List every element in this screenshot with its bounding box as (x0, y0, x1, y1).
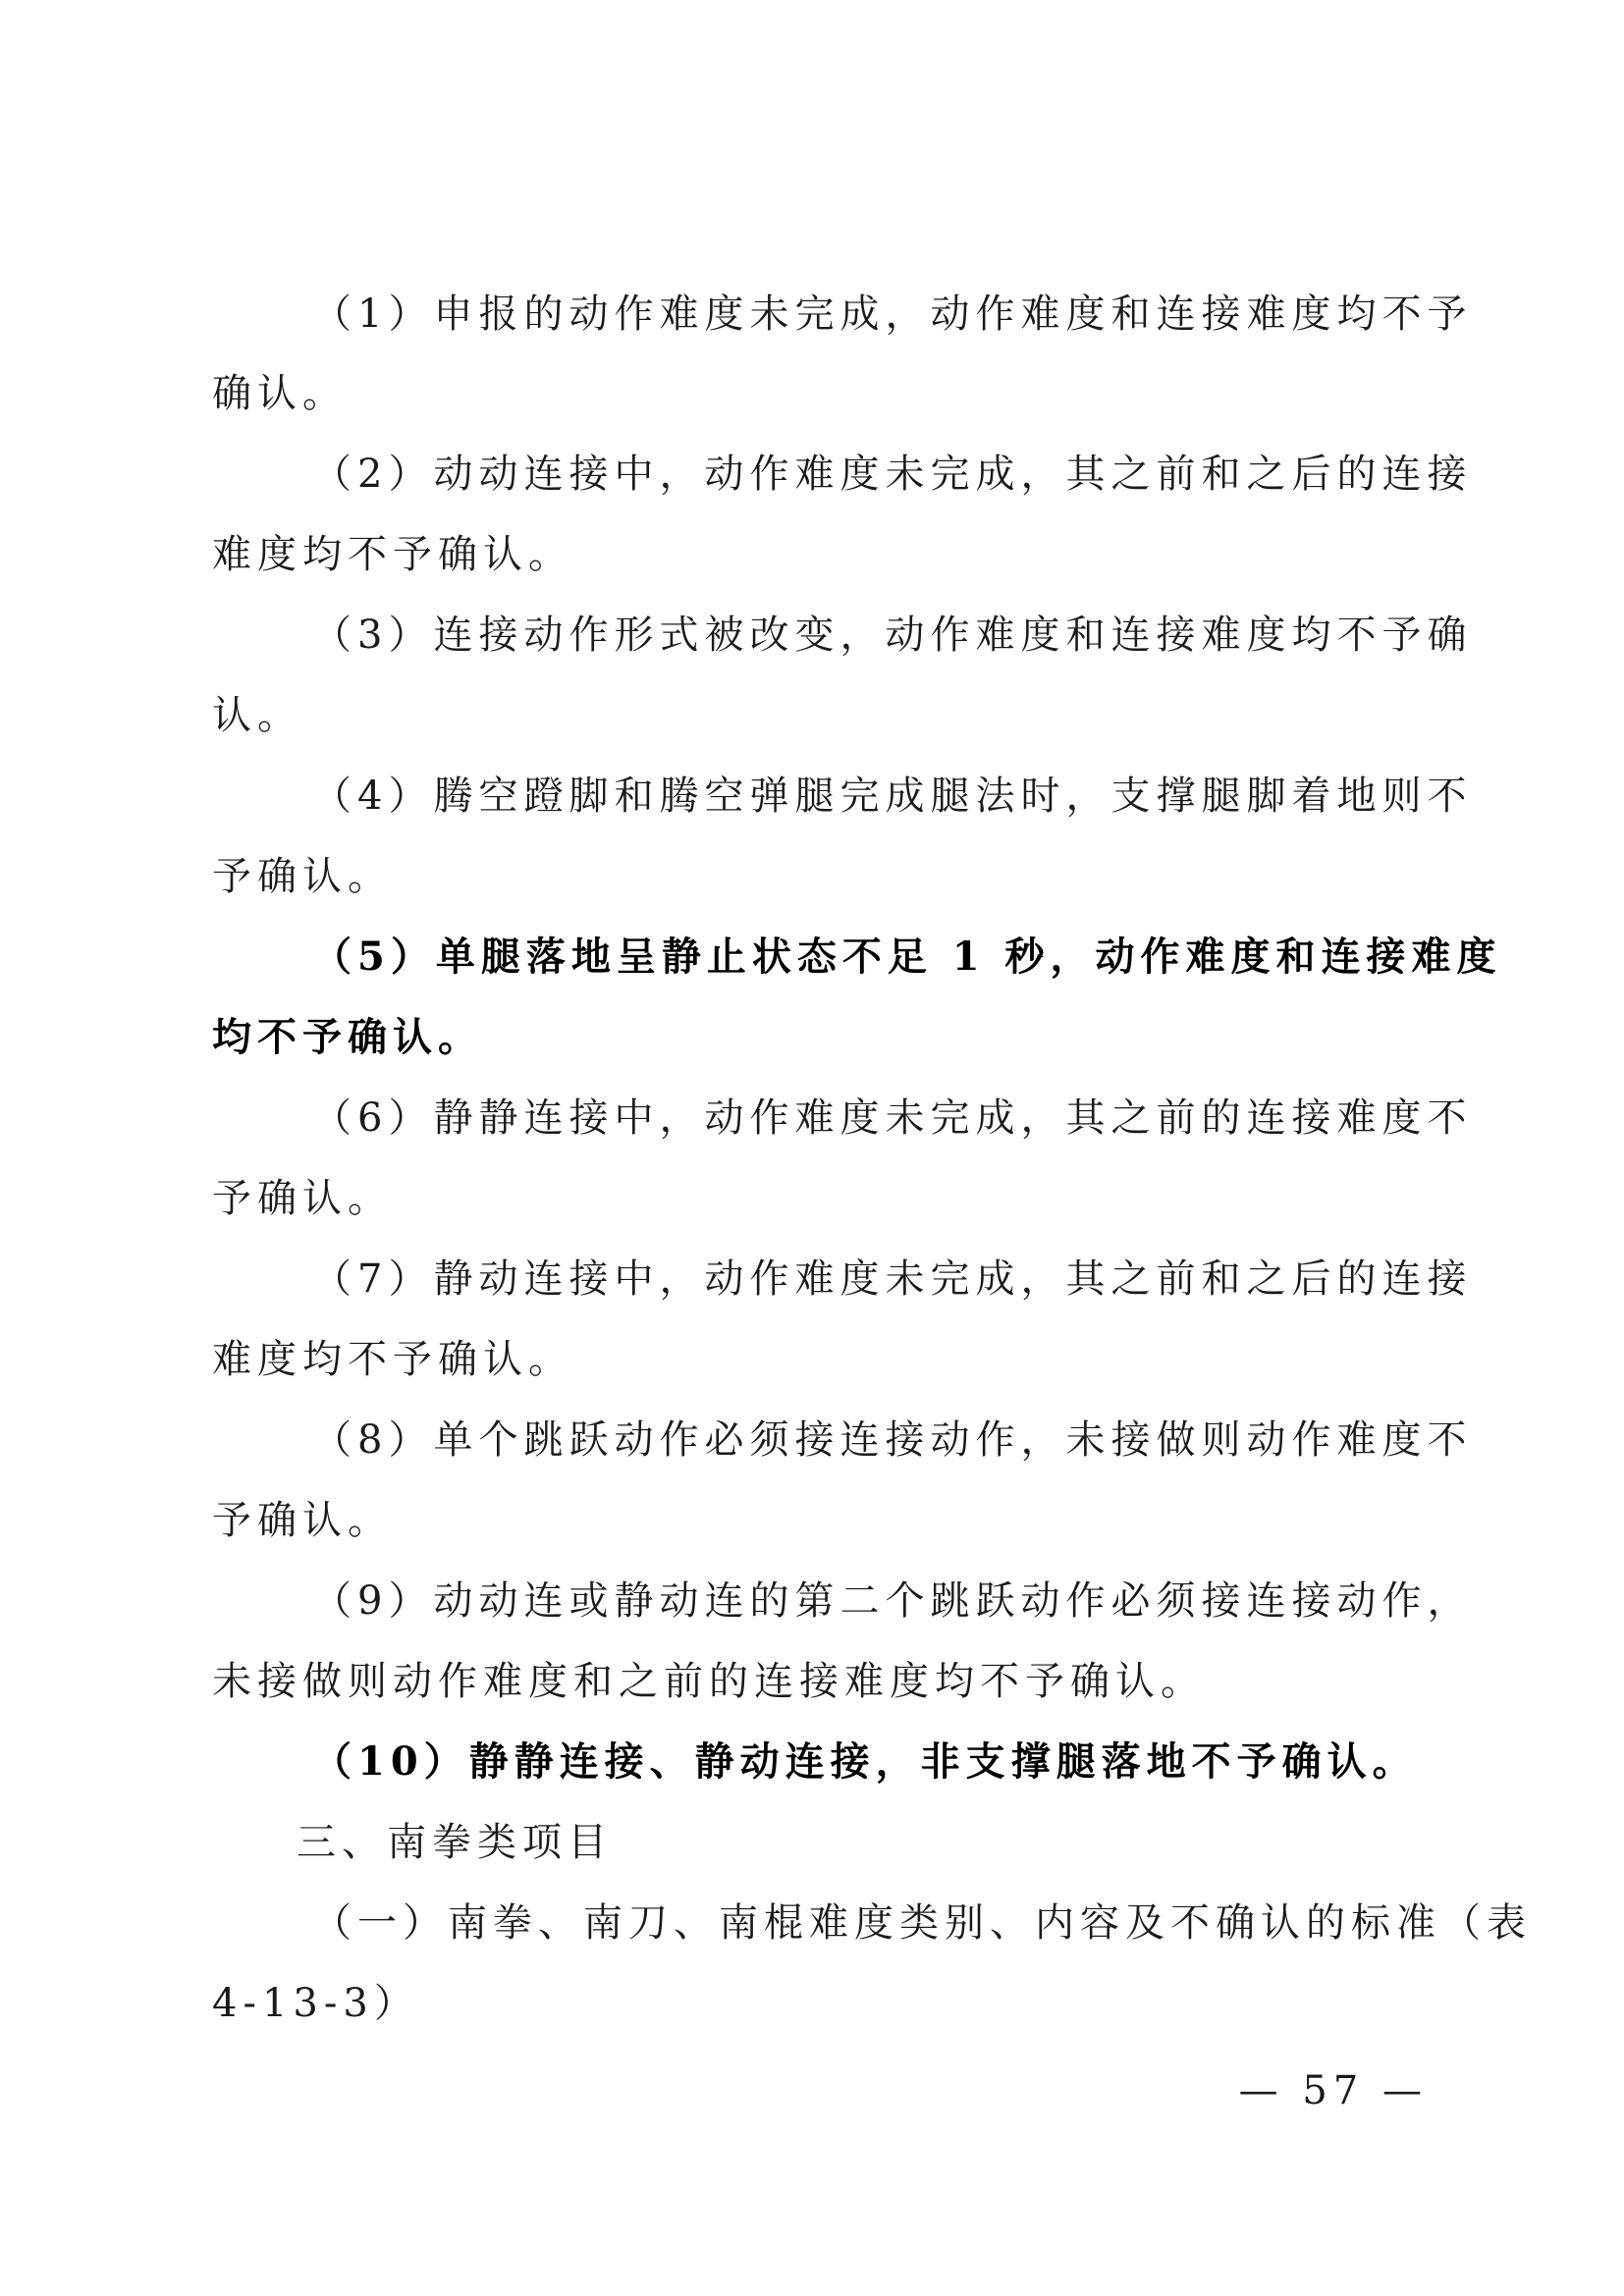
paragraph-9-line-2: 未接做则动作难度和之前的连接难度均不予确认。 (212, 1659, 1206, 1704)
paragraph-2-line-1: （2）动动连接中，动作难度未完成，其之前和之后的连接 (312, 452, 1473, 497)
paragraph-4-line-2: 予确认。 (212, 854, 393, 899)
paragraph-5-line-2: 均不予确认。 (212, 1014, 483, 1060)
paragraph-5-line-1: （5）单腿落地呈静止状态不足 1 秒，动作难度和连接难度 (312, 934, 1502, 980)
page-number: — 57 — (1238, 2068, 1428, 2113)
paragraph-3-line-2: 认。 (212, 693, 302, 738)
paragraph-4-line-1: （4）腾空蹬脚和腾空弹腿完成腿法时，支撑腿脚着地则不 (312, 774, 1473, 819)
section-heading: 三、南拳类项目 (297, 1820, 613, 1865)
subsection-line-1: （一）南拳、南刀、南棍难度类别、内容及不确认的标准（表 (312, 1900, 1532, 1946)
paragraph-10-line-1: （10）静静连接、静动连接，非支撑腿落地不予确认。 (312, 1738, 1418, 1785)
paragraph-7-line-1: （7）静动连接中，动作难度未完成，其之前和之后的连接 (312, 1256, 1473, 1302)
subsection-line-2: 4-13-3） (212, 1981, 419, 2026)
paragraph-8-line-2: 予确认。 (212, 1498, 393, 1543)
paragraph-6-line-2: 予确认。 (212, 1176, 393, 1221)
paragraph-7-line-2: 难度均不予确认。 (212, 1337, 573, 1382)
paragraph-9-line-1: （9）动动连或静动连的第二个跳跃动作必须接连接动作， (312, 1578, 1473, 1624)
paragraph-2-line-2: 难度均不予确认。 (212, 532, 573, 577)
paragraph-8-line-1: （8）单个跳跃动作必须接连接动作，未接做则动作难度不 (312, 1417, 1473, 1463)
paragraph-1-line-2: 确认。 (212, 371, 348, 416)
paragraph-6-line-1: （6）静静连接中，动作难度未完成，其之前的连接难度不 (312, 1095, 1473, 1141)
paragraph-1-line-1: （1）申报的动作难度未完成，动作难度和连接难度均不予 (312, 292, 1473, 337)
paragraph-3-line-1: （3）连接动作形式被改变，动作难度和连接难度均不予确 (312, 613, 1473, 658)
